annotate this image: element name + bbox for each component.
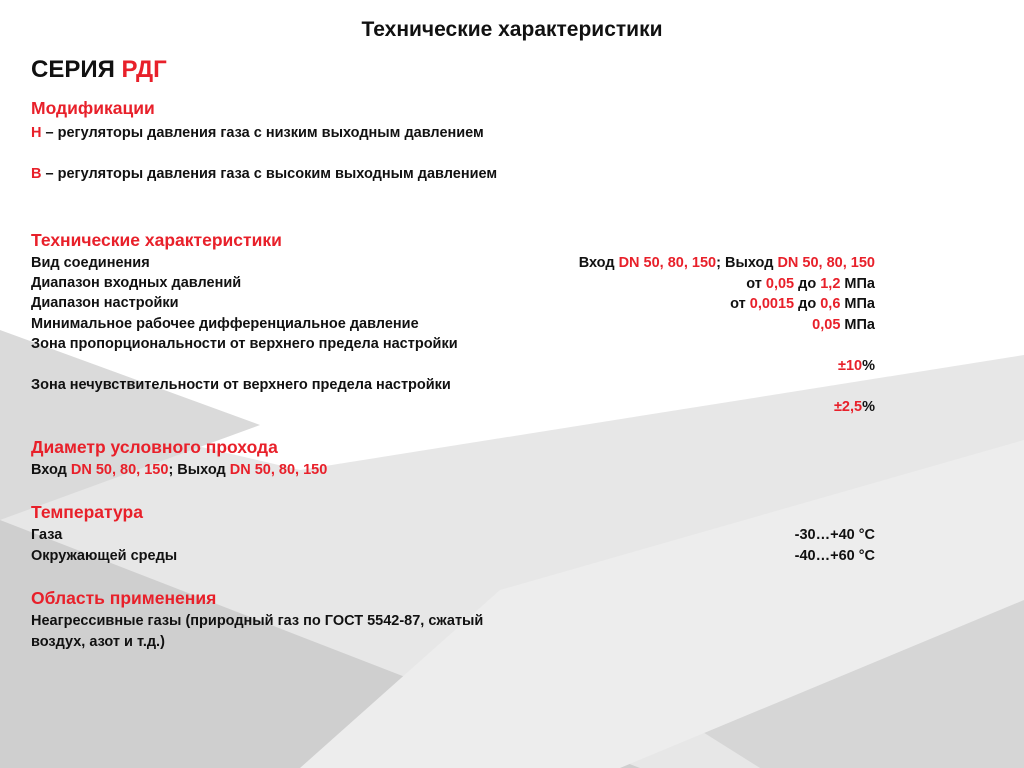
highlight-value: 0,05 bbox=[765, 276, 795, 292]
spec-label: Вид соединения bbox=[31, 255, 150, 271]
spec-value bbox=[579, 255, 875, 271]
value-text: Вход bbox=[31, 462, 71, 478]
spec-label: Зона нечувствительности от верхнего предела настройки bbox=[31, 377, 451, 393]
highlight-value: DN 50, 80, 150 bbox=[70, 462, 169, 478]
highlight-value: 0,6 bbox=[820, 296, 841, 312]
value-text: Вход bbox=[578, 255, 619, 271]
spec-label: Зона пропорциональности от верхнего предела настройки bbox=[31, 336, 458, 352]
highlight-value: DN 50, 80, 150 bbox=[618, 255, 717, 271]
modification-code: В bbox=[31, 166, 42, 182]
modification-item bbox=[31, 164, 501, 185]
spec-value bbox=[746, 276, 875, 292]
value-text: МПа bbox=[840, 276, 875, 292]
spec-value bbox=[730, 296, 875, 312]
temperature-value: -30…+40 °C bbox=[794, 527, 875, 543]
application-heading: Область применения bbox=[31, 588, 217, 608]
highlight-value: ±2,5 bbox=[833, 399, 863, 415]
temperature-heading: Температура bbox=[31, 502, 143, 522]
spec-label: Диапазон входных давлений bbox=[31, 275, 242, 291]
temperature-label: Газа bbox=[31, 527, 63, 543]
value-text: ; Выход bbox=[168, 462, 230, 478]
spec-value bbox=[812, 317, 875, 333]
value-text: ; Выход bbox=[716, 255, 778, 271]
temperature-label: Окружающей среды bbox=[31, 548, 178, 564]
spec-label: Диапазон настройки bbox=[31, 295, 179, 311]
spec-value bbox=[838, 358, 875, 374]
highlight-value: ±10 bbox=[838, 358, 863, 374]
value-text: от bbox=[730, 296, 750, 312]
modification-text: – регуляторы давления газа с низким выходным давлением bbox=[41, 125, 484, 141]
page-title: Технические характеристики bbox=[361, 18, 663, 41]
temperature-value: -40…+60 °C bbox=[794, 548, 875, 564]
diameter-heading: Диаметр условного прохода bbox=[31, 437, 278, 457]
value-text: % bbox=[862, 358, 875, 374]
value-text: до bbox=[794, 296, 821, 312]
value-text: МПа bbox=[840, 317, 875, 333]
spec-label: Минимальное рабочее дифференциальное давление bbox=[31, 316, 419, 332]
spec-value bbox=[834, 399, 875, 415]
series-title bbox=[31, 56, 167, 84]
value-text: от bbox=[746, 276, 766, 292]
value-text: до bbox=[794, 276, 821, 292]
highlight-value: DN 50, 80, 150 bbox=[229, 462, 328, 478]
highlight-value: DN 50, 80, 150 bbox=[777, 255, 875, 271]
series-name: РДГ bbox=[121, 56, 167, 83]
highlight-value: 1,2 bbox=[820, 276, 841, 292]
value-text: % bbox=[862, 399, 875, 415]
modification-item bbox=[31, 123, 501, 144]
modification-code: Н bbox=[31, 125, 42, 141]
highlight-value: 0,0015 bbox=[749, 296, 795, 312]
value-text: МПа bbox=[840, 296, 875, 312]
application-text: Неагрессивные газы (природный газ по ГОСТ 5542-87, сжатый воздух, азот и т.д.) bbox=[31, 613, 484, 650]
diameter-value bbox=[31, 460, 327, 481]
tech-heading: Технические характеристики bbox=[31, 230, 282, 250]
series-prefix: СЕРИЯ bbox=[31, 56, 115, 83]
modifications-heading: Модификации bbox=[31, 98, 155, 118]
highlight-value: 0,05 bbox=[812, 317, 841, 333]
modification-text: – регуляторы давления газа с высоким выходным давлением bbox=[41, 166, 498, 182]
